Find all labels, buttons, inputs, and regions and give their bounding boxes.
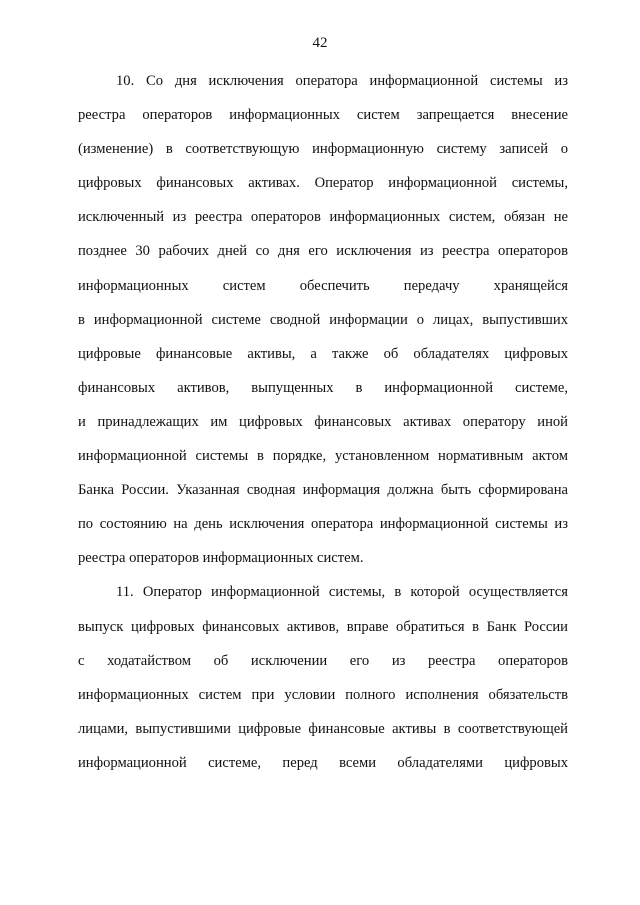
text-line: в информационной системе сводной информации о лицах, выпустивших [78, 311, 568, 328]
text-line: и принадлежащих им цифровых финансовых активах оператору иной [78, 413, 568, 430]
text-line: информационной системе, перед всеми обладателями цифровых [78, 754, 568, 771]
text-line: Банка России. Указанная сводная информация должна быть сформирована [78, 482, 568, 499]
document-body [78, 64, 568, 780]
text-line: 10. Со дня исключения оператора информационной системы из [116, 73, 568, 89]
text-line: позднее 30 рабочих дней со дня его исключения из реестра операторов [78, 243, 568, 260]
text-line: информационной системы в порядке, установленном нормативным актом [78, 448, 568, 465]
text-line: цифровых финансовых активах. Оператор информационной системы, [78, 175, 568, 192]
text-line: 11. Оператор информационной системы, в которой осуществляется [116, 584, 568, 601]
text-line: информационных систем при условии полного исполнения обязательств [78, 686, 568, 703]
text-line: реестра операторов информационных систем запрещается внесение [78, 107, 568, 124]
text-line: (изменение) в соответствующую информационную систему записей о [78, 141, 568, 158]
text-line: лицами, выпустившими цифровые финансовые активы в соответствующей [78, 720, 568, 737]
text-line: исключенный из реестра операторов информационных систем, обязан не [78, 209, 568, 226]
text-line: по состоянию на день исключения оператора информационной системы из [78, 516, 568, 533]
text-line: финансовых активов, выпущенных в информационной системе, [78, 379, 568, 396]
text-line: цифровые финансовые активы, а также об обладателях цифровых [78, 345, 568, 362]
page-number: 42 [312, 35, 328, 51]
text-line: с ходатайством об исключении его из реестра операторов [78, 652, 568, 669]
text-line: выпуск цифровых финансовых активов, вправе обратиться в Банк России [78, 618, 568, 635]
text-line: информационных систем обеспечить передачу хранящейся [78, 277, 568, 294]
text-line: реестра операторов информационных систем. [78, 550, 364, 567]
